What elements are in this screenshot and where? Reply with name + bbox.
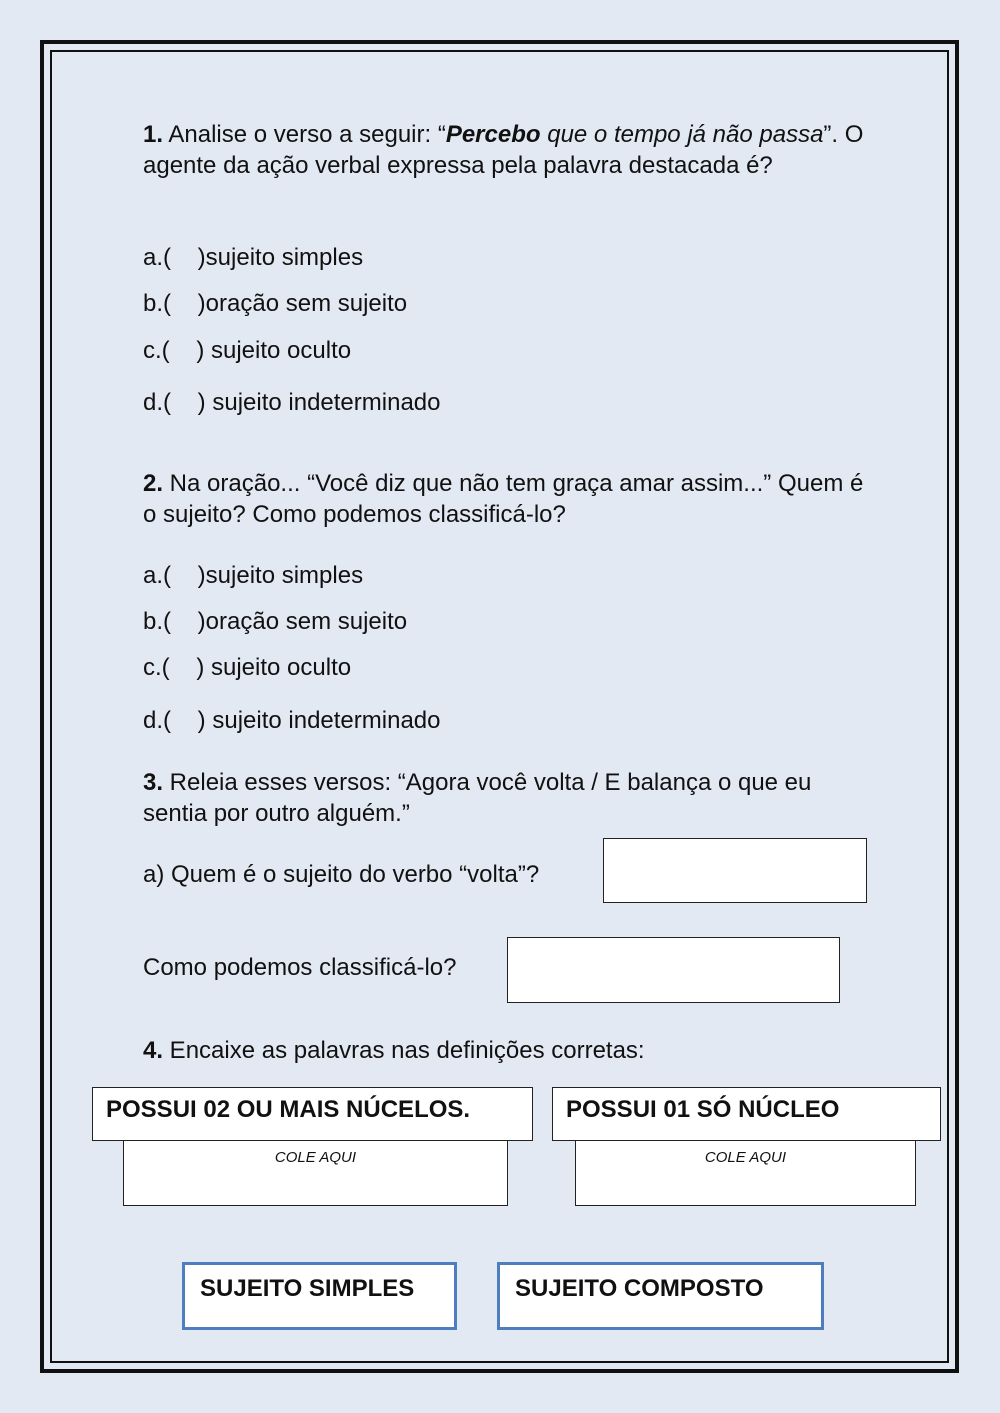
question-3-text: Releia esses versos: “Agora você volta / E balança o que eu sentia por outro alguém.” [143, 769, 812, 827]
question-1-highlight-word: Percebo [445, 121, 541, 148]
question-2-option-c[interactable]: c.( ) sujeito oculto [143, 654, 352, 681]
question-2 [143, 468, 873, 530]
question-2-option-d[interactable]: d.( ) sujeito indeterminado [143, 707, 441, 734]
drag-option-sujeito-simples[interactable]: SUJEITO SIMPLES [182, 1262, 457, 1330]
question-2-option-a[interactable]: a.( )sujeito simples [143, 562, 364, 589]
question-1-verse: que o tempo já não passa [540, 121, 824, 148]
question-1-option-d[interactable]: d.( ) sujeito indeterminado [143, 389, 441, 416]
question-4-text: Encaixe as palavras nas definições corretas: [163, 1037, 645, 1064]
question-3 [143, 767, 873, 829]
question-3-number: 3. [143, 769, 164, 796]
question-1-option-a[interactable]: a.( )sujeito simples [143, 244, 364, 271]
question-1-number: 1. [143, 121, 164, 148]
question-3b-answer-input[interactable] [507, 937, 840, 1003]
drop-zone-composto-label: COLE AQUI [274, 1149, 357, 1166]
drop-zone-simples-label: COLE AQUI [704, 1149, 787, 1166]
question-4 [143, 1035, 873, 1066]
question-3a-answer-input[interactable] [603, 838, 867, 903]
question-2-option-b[interactable]: b.( )oração sem sujeito [143, 608, 408, 635]
question-3b-label: Como podemos classificá-lo? [143, 954, 457, 981]
definition-composto-header: POSSUI 02 OU MAIS NÚCELOS. [92, 1087, 533, 1141]
drop-zone-simples[interactable] [575, 1141, 916, 1206]
drop-zone-composto[interactable] [123, 1141, 508, 1206]
question-4-number: 4. [143, 1037, 164, 1064]
question-1-option-c[interactable]: c.( ) sujeito oculto [143, 337, 352, 364]
definition-simples-header: POSSUI 01 SÓ NÚCLEO [552, 1087, 941, 1141]
question-2-text: Na oração... “Você diz que não tem graça amar assim...” Quem é o sujeito? Como podemos classificá-lo? [143, 470, 864, 528]
question-3a-label: a) Quem é o sujeito do verbo “volta”? [143, 861, 540, 888]
question-1-text-a: Analise o verso a seguir: “ [163, 121, 446, 148]
question-2-number: 2. [143, 470, 164, 497]
question-1-option-b[interactable]: b.( )oração sem sujeito [143, 290, 408, 317]
question-1 [143, 119, 873, 181]
drag-option-sujeito-composto[interactable]: SUJEITO COMPOSTO [497, 1262, 824, 1330]
question-1-text-b: ”. O agente da ação verbal expressa pela palavra destacada é? [143, 121, 864, 179]
